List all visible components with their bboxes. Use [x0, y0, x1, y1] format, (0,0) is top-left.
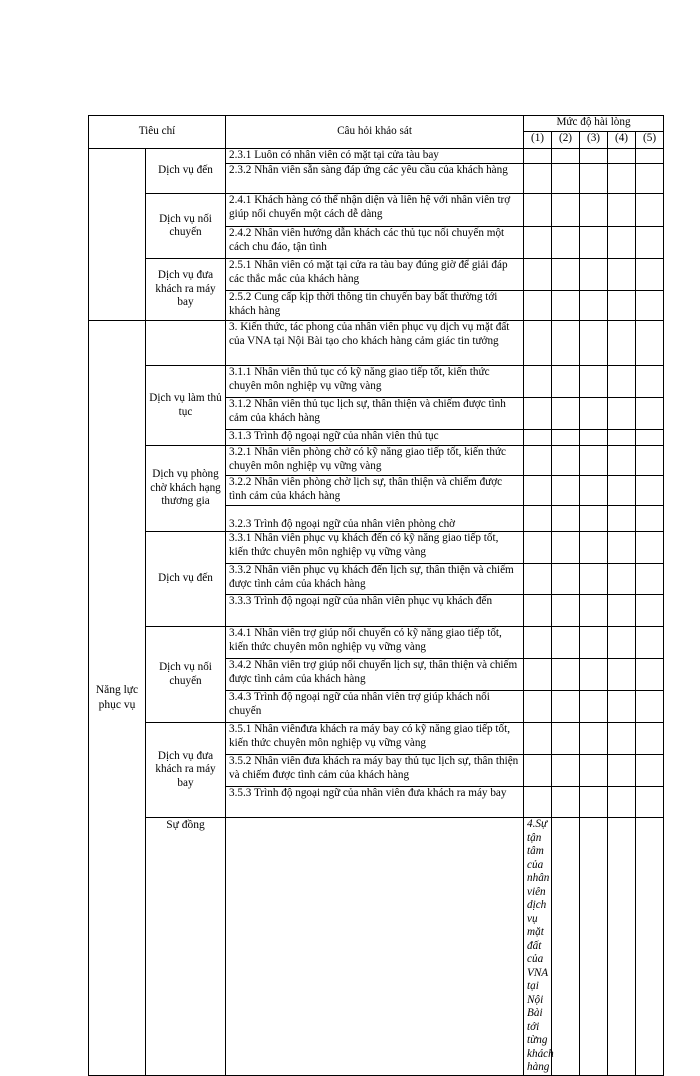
rating-cell[interactable] — [580, 398, 608, 430]
rating-cell[interactable] — [524, 149, 552, 164]
sub-criteria-dich-vu-den-2: Dịch vụ đến — [146, 532, 226, 627]
rating-cell[interactable] — [580, 476, 608, 506]
rating-cell[interactable] — [580, 627, 608, 659]
rating-cell[interactable] — [580, 659, 608, 691]
sub-criteria-blank — [146, 321, 226, 366]
rating-cell[interactable] — [524, 627, 552, 659]
rating-cell[interactable] — [524, 659, 552, 691]
question-3-1-3: 3.1.3 Trình độ ngoại ngữ của nhân viên thủ tục — [226, 430, 524, 446]
rating-cell[interactable] — [524, 164, 552, 194]
rating-cell[interactable] — [580, 691, 608, 723]
rating-cell[interactable] — [580, 227, 608, 259]
rating-cell[interactable] — [608, 532, 636, 564]
rating-cell[interactable] — [524, 595, 552, 627]
rating-cell[interactable] — [608, 564, 636, 595]
rating-cell[interactable] — [524, 755, 552, 787]
rating-cell[interactable] — [580, 366, 608, 398]
rating-cell[interactable] — [608, 291, 636, 321]
rating-cell[interactable] — [552, 227, 580, 259]
rating-cell[interactable] — [636, 430, 664, 446]
rating-cell[interactable] — [524, 227, 552, 259]
sub-criteria-dich-vu-dua-khach: Dịch vụ đưa khách ra máy bay — [146, 259, 226, 321]
rating-cell[interactable] — [608, 164, 636, 194]
rating-cell[interactable] — [608, 366, 636, 398]
rating-cell[interactable] — [608, 627, 636, 659]
sub-criteria-dich-vu-noi-chuyen: Dịch vụ nối chuyến — [146, 194, 226, 259]
rating-cell[interactable] — [524, 532, 552, 564]
question-4: 4.Sự tận tâm của nhân viên dịch vụ mặt đất của VNA tại Nội Bài tới từng khách hàng — [524, 818, 552, 1076]
rating-cell[interactable] — [552, 691, 580, 723]
header-scale-5: (5) — [636, 132, 664, 149]
rating-cell[interactable] — [552, 723, 580, 755]
rating-cell[interactable] — [524, 366, 552, 398]
question-3-5-2: 3.5.2 Nhân viên đưa khách ra máy bay thủ tục lịch sự, thân thiện và chiếm được tình cảm của khách hàng — [226, 755, 524, 787]
rating-cell[interactable] — [580, 164, 608, 194]
question-3-1-2: 3.1.2 Nhân viên thủ tục lịch sự, thân thiện và chiếm được tình cảm của khách hàng — [226, 398, 524, 430]
question-3-2-1: 3.2.1 Nhân viên phòng chờ có kỹ năng giao tiếp tốt, kiến thức chuyên môn nghiệp vụ vững vàng — [226, 446, 524, 476]
sub-criteria-dich-vu-lam-thu-tuc: Dịch vụ làm thủ tục — [146, 366, 226, 446]
rating-cell[interactable] — [552, 430, 580, 446]
rating-cell[interactable] — [608, 259, 636, 291]
question-3: 3. Kiến thức, tác phong của nhân viên phục vụ dịch vụ mặt đất của VNA tại Nội Bài tạo cho khách hàng cảm giác tin tưởng — [226, 321, 524, 366]
rating-cell[interactable] — [552, 818, 580, 1076]
question-3-2-2: 3.2.2 Nhân viên phòng chờ lịch sự, thân thiện và chiếm được tình cảm của khách hàng — [226, 476, 524, 506]
rating-cell[interactable] — [524, 291, 552, 321]
rating-cell[interactable] — [552, 564, 580, 595]
rating-cell[interactable] — [580, 564, 608, 595]
question-3-4-1: 3.4.1 Nhân viên trợ giúp nối chuyến có kỹ năng giao tiếp tốt, kiến thức chuyên môn nghiệp vụ vững vàng — [226, 627, 524, 659]
rating-cell[interactable] — [608, 506, 636, 532]
header-scale-4: (4) — [608, 132, 636, 149]
rating-cell[interactable] — [580, 755, 608, 787]
rating-cell[interactable] — [636, 321, 664, 366]
rating-cell[interactable] — [608, 659, 636, 691]
rating-cell[interactable] — [636, 291, 664, 321]
rating-cell[interactable] — [524, 430, 552, 446]
rating-cell[interactable] — [608, 787, 636, 818]
rating-cell[interactable] — [552, 506, 580, 532]
rating-cell[interactable] — [636, 755, 664, 787]
rating-cell[interactable] — [552, 787, 580, 818]
rating-cell[interactable] — [636, 723, 664, 755]
rating-cell[interactable] — [552, 446, 580, 476]
rating-cell[interactable] — [608, 194, 636, 227]
rating-cell[interactable] — [552, 532, 580, 564]
rating-cell[interactable] — [608, 398, 636, 430]
rating-cell[interactable] — [552, 291, 580, 321]
rating-cell[interactable] — [524, 476, 552, 506]
rating-cell[interactable] — [636, 627, 664, 659]
rating-cell[interactable] — [580, 194, 608, 227]
rating-cell[interactable] — [580, 532, 608, 564]
rating-cell[interactable] — [580, 149, 608, 164]
question-3-5-3: 3.5.3 Trình độ ngoại ngữ của nhân viên đưa khách ra máy bay — [226, 787, 524, 818]
rating-cell[interactable] — [608, 755, 636, 787]
rating-cell[interactable] — [524, 194, 552, 227]
rating-cell[interactable] — [524, 446, 552, 476]
rating-cell[interactable] — [524, 506, 552, 532]
header-cau-hoi: Câu hỏi khảo sát — [226, 116, 524, 149]
survey-table — [88, 115, 664, 1076]
rating-cell[interactable] — [552, 476, 580, 506]
question-2-4-2: 2.4.2 Nhân viên hướng dẫn khách các thủ tục nối chuyến một cách chu đáo, tận tình — [226, 227, 524, 259]
rating-cell[interactable] — [636, 164, 664, 194]
rating-cell[interactable] — [636, 259, 664, 291]
rating-cell[interactable] — [636, 227, 664, 259]
sub-criteria-dich-vu-dua-khach-2: Dịch vụ đưa khách ra máy bay — [146, 723, 226, 818]
question-3-1-1: 3.1.1 Nhân viên thủ tục có kỹ năng giao tiếp tốt, kiến thức chuyên môn nghiệp vụ vững vàng — [226, 366, 524, 398]
sub-criteria-dich-vu-noi-chuyen-2: Dịch vụ nối chuyến — [146, 627, 226, 723]
sub-criteria-dich-vu-phong-cho: Dịch vụ phòng chờ khách hạng thương gia — [146, 446, 226, 532]
rating-cell[interactable] — [636, 446, 664, 476]
rating-cell[interactable] — [552, 149, 580, 164]
question-2-5-1: 2.5.1 Nhân viên có mặt tại cửa ra tàu bay đúng giờ để giải đáp các thắc mắc của khách hàng — [226, 259, 524, 291]
rating-cell[interactable] — [608, 818, 636, 1076]
question-2-3-2: 2.3.2 Nhân viên sẵn sàng đáp ứng các yêu cầu của khách hàng — [226, 164, 524, 194]
rating-cell[interactable] — [552, 194, 580, 227]
rating-cell[interactable] — [580, 446, 608, 476]
question-3-3-2: 3.3.2 Nhân viên phục vụ khách đến lịch sự, thân thiện và chiếm được tình cảm của khách hàng — [226, 564, 524, 595]
header-scale-3: (3) — [580, 132, 608, 149]
header-tieu-chi: Tiêu chí — [89, 116, 226, 149]
header-muc-do-hai-long: Mức độ hài lòng — [524, 116, 664, 132]
rating-cell[interactable] — [636, 194, 664, 227]
rating-cell[interactable] — [636, 659, 664, 691]
question-3-2-3: 3.2.3 Trình độ ngoại ngữ của nhân viên phòng chờ — [226, 506, 524, 532]
question-2-3-1: 2.3.1 Luôn có nhân viên có mặt tại cửa tàu bay — [226, 149, 524, 164]
rating-cell[interactable] — [524, 787, 552, 818]
rating-cell[interactable] — [580, 818, 608, 1076]
header-scale-1: (1) — [524, 132, 552, 149]
sub-criteria-dich-vu-den: Dịch vụ đến — [146, 149, 226, 194]
rating-cell[interactable] — [608, 691, 636, 723]
question-2-5-2: 2.5.2 Cung cấp kịp thời thông tin chuyến bay bất thường tới khách hàng — [226, 291, 524, 321]
question-3-3-1: 3.3.1 Nhân viên phục vụ khách đến có kỹ năng giao tiếp tốt, kiến thức chuyên môn nghiệp vụ vững vàng — [226, 532, 524, 564]
rating-cell[interactable] — [636, 532, 664, 564]
rating-cell[interactable] — [580, 723, 608, 755]
question-3-4-3: 3.4.3 Trình độ ngoại ngữ của nhân viên trợ giúp khách nối chuyến — [226, 691, 524, 723]
rating-cell[interactable] — [608, 227, 636, 259]
rating-cell[interactable] — [636, 818, 664, 1076]
rating-cell[interactable] — [636, 398, 664, 430]
rating-cell[interactable] — [524, 321, 552, 366]
rating-cell[interactable] — [580, 321, 608, 366]
rating-cell[interactable] — [608, 446, 636, 476]
group-su-dong: Sự đồng — [146, 818, 226, 1076]
rating-cell[interactable] — [552, 755, 580, 787]
rating-cell[interactable] — [552, 595, 580, 627]
rating-cell[interactable] — [636, 149, 664, 164]
group-cell-blank — [89, 149, 146, 321]
rating-cell[interactable] — [524, 259, 552, 291]
rating-cell[interactable] — [608, 149, 636, 164]
rating-cell[interactable] — [636, 595, 664, 627]
rating-cell[interactable] — [580, 595, 608, 627]
rating-cell[interactable] — [580, 259, 608, 291]
rating-cell[interactable] — [552, 366, 580, 398]
rating-cell[interactable] — [608, 321, 636, 366]
rating-cell[interactable] — [580, 430, 608, 446]
rating-cell[interactable] — [552, 321, 580, 366]
question-2-4-1: 2.4.1 Khách hàng có thể nhận diện và liên hệ với nhân viên trợ giúp nối chuyến một cách dễ dàng — [226, 194, 524, 227]
sub-criteria-blank — [226, 818, 524, 1076]
rating-cell[interactable] — [524, 691, 552, 723]
rating-cell[interactable] — [608, 476, 636, 506]
rating-cell[interactable] — [580, 787, 608, 818]
rating-cell[interactable] — [552, 659, 580, 691]
rating-cell[interactable] — [552, 398, 580, 430]
rating-cell[interactable] — [636, 366, 664, 398]
rating-cell[interactable] — [636, 691, 664, 723]
rating-cell[interactable] — [636, 506, 664, 532]
rating-cell[interactable] — [636, 476, 664, 506]
rating-cell[interactable] — [552, 627, 580, 659]
question-3-5-1: 3.5.1 Nhân viênđưa khách ra máy bay có kỹ năng giao tiếp tốt, kiến thức chuyên môn nghiệp vụ vững vàng — [226, 723, 524, 755]
rating-cell[interactable] — [608, 430, 636, 446]
group-nang-luc-phuc-vu: Năng lực phục vụ — [89, 321, 146, 1076]
rating-cell[interactable] — [580, 506, 608, 532]
rating-cell[interactable] — [524, 723, 552, 755]
question-3-4-2: 3.4.2 Nhân viên trợ giúp nối chuyến lịch sự, thân thiện và chiếm được tình cảm của khách hàng — [226, 659, 524, 691]
rating-cell[interactable] — [524, 564, 552, 595]
rating-cell[interactable] — [608, 595, 636, 627]
rating-cell[interactable] — [636, 564, 664, 595]
rating-cell[interactable] — [552, 259, 580, 291]
rating-cell[interactable] — [524, 398, 552, 430]
question-3-3-3: 3.3.3 Trình độ ngoại ngữ của nhân viên phục vụ khách đến — [226, 595, 524, 627]
rating-cell[interactable] — [552, 164, 580, 194]
rating-cell[interactable] — [636, 787, 664, 818]
rating-cell[interactable] — [608, 723, 636, 755]
header-scale-2: (2) — [552, 132, 580, 149]
rating-cell[interactable] — [580, 291, 608, 321]
